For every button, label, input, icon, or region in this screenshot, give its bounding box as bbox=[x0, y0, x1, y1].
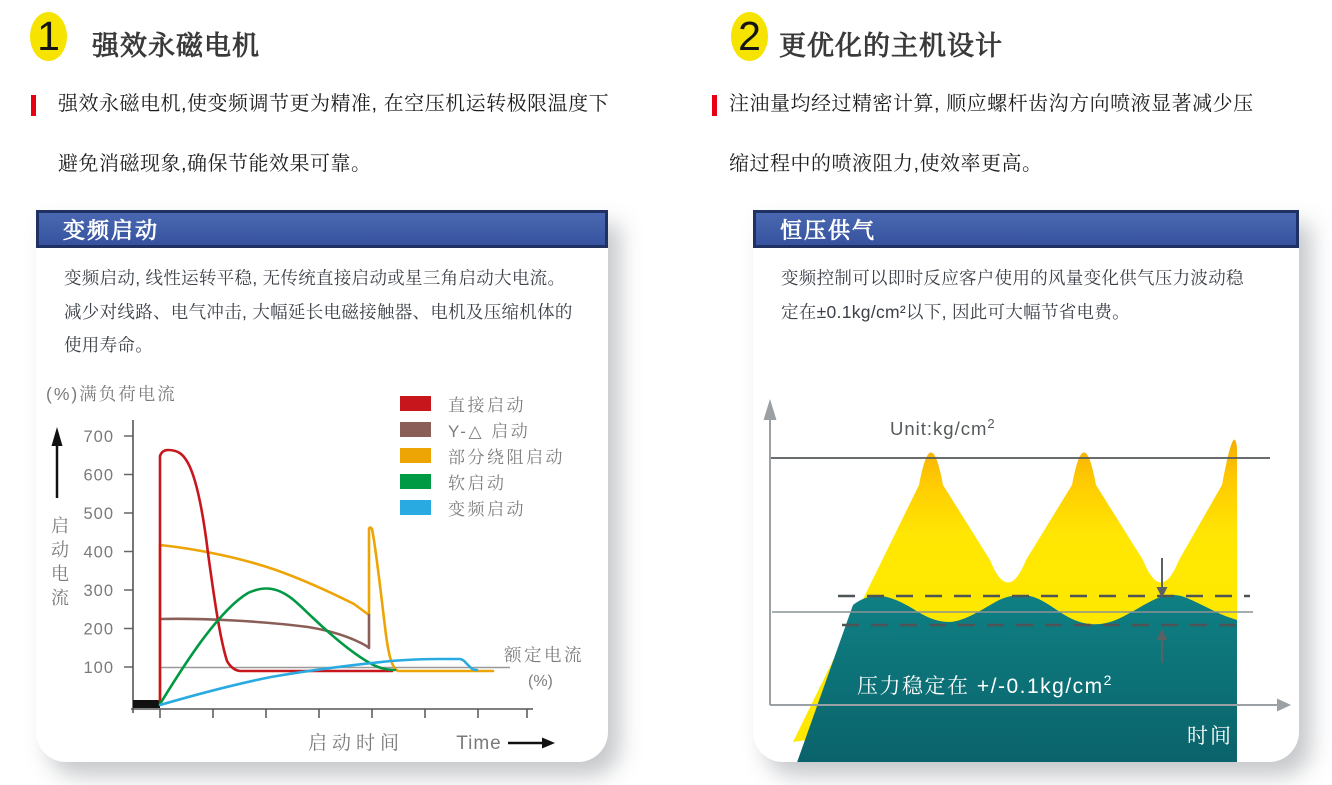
section-2-paragraph bbox=[729, 74, 1329, 194]
section-2-number-badge bbox=[731, 12, 768, 61]
stability-annotation: 压力稳定在 $+/-0.1kg/cm^2$ bbox=[857, 672, 1113, 698]
legend-row bbox=[400, 448, 565, 468]
y-axis-side-label: 启动电流 bbox=[49, 516, 69, 612]
svg-text:600: 600 bbox=[83, 466, 114, 485]
x-axis-tick-marks bbox=[160, 709, 527, 718]
y-axis bbox=[764, 399, 777, 705]
legend-swatch-star-delta bbox=[400, 422, 431, 437]
section-2-title: 更优化的主机设计 bbox=[779, 31, 1003, 61]
card-1-header-bar bbox=[36, 210, 608, 248]
curve-soft-start bbox=[160, 589, 395, 705]
legend-label: 软启动 bbox=[448, 474, 507, 494]
y-axis-tick-labels bbox=[83, 428, 114, 677]
section-1-paragraph bbox=[58, 74, 678, 194]
x-axis-title: 启动时间 bbox=[307, 733, 405, 754]
rated-current-unit: (%) bbox=[528, 673, 553, 690]
card-2-header-title: 恒压供气 bbox=[780, 217, 877, 243]
svg-text:200: 200 bbox=[83, 620, 114, 639]
svg-text:700: 700 bbox=[83, 428, 114, 446]
card-constant-pressure-supply bbox=[753, 210, 1299, 762]
section-2-paragraph-tick bbox=[712, 95, 717, 116]
paragraph-line: 缩过程中的喷液阻力,使效率更高。 bbox=[729, 153, 1043, 175]
card-1-body-line: 使用寿命。 bbox=[64, 335, 153, 355]
legend-label: 直接启动 bbox=[448, 396, 526, 416]
legend-row bbox=[400, 474, 565, 494]
legend-row bbox=[400, 500, 565, 520]
card-variable-frequency-start bbox=[36, 210, 608, 762]
legend-label: Y-△ 启动 bbox=[448, 422, 531, 442]
section-1-number-badge bbox=[30, 12, 67, 61]
paragraph-line: 避免消磁现象,确保节能效果可靠。 bbox=[58, 153, 372, 175]
x-axis-title-en: Time bbox=[456, 733, 502, 754]
origin-start-bar bbox=[133, 700, 160, 708]
legend-swatch-vfd bbox=[400, 500, 431, 515]
up-arrow-icon bbox=[52, 427, 63, 498]
legend-swatch-partial-winding bbox=[400, 448, 431, 463]
section-1-title: 强效永磁电机 bbox=[92, 31, 260, 61]
svg-text:500: 500 bbox=[83, 505, 114, 523]
svg-text:400: 400 bbox=[83, 543, 114, 562]
x-axis-arrow-icon bbox=[1277, 699, 1291, 712]
chart-legend bbox=[400, 396, 565, 520]
section-1-paragraph-tick bbox=[31, 95, 36, 116]
rated-current-label: 额定电流 bbox=[504, 645, 584, 665]
card-1-body-text bbox=[64, 262, 576, 363]
legend-row bbox=[400, 396, 565, 416]
svg-text:300: 300 bbox=[83, 582, 114, 600]
legend-row bbox=[400, 422, 565, 442]
y-axis-arrow-icon bbox=[764, 399, 777, 420]
card-2-body-line: 定在±0.1kg/cm²以下, 因此可大幅节省电费。 bbox=[781, 301, 1130, 322]
card-2-body-text bbox=[781, 262, 1293, 329]
card-1-body-line: 变频启动, 线性运转平稳, 无传统直接启动或星三角启动大电流。 bbox=[64, 268, 566, 288]
legend-swatch-soft bbox=[400, 474, 431, 489]
card-2-header-bar bbox=[753, 210, 1299, 248]
paragraph-line: 强效永磁电机,使变频调节更为精准, 在空压机运转极限温度下 bbox=[58, 93, 610, 115]
y-axis-tick-marks bbox=[124, 436, 133, 667]
paragraph-line: 注油量均经过精密计算, 顺应螺杆齿沟方向喷液显著减少压 bbox=[729, 93, 1254, 115]
y-axis-title: (%)满负荷电流 bbox=[46, 384, 177, 404]
pressure-stability-chart bbox=[753, 390, 1299, 762]
legend-swatch-direct bbox=[400, 396, 431, 411]
section-2-number: 2 bbox=[738, 13, 761, 59]
section-1-number: 1 bbox=[37, 13, 60, 59]
time-arrow-icon bbox=[508, 738, 555, 749]
curve-vfd-start bbox=[160, 659, 477, 705]
curve-partial-winding-start bbox=[160, 528, 493, 702]
card-2-body-line: 变频控制可以即时反应客户使用的风量变化供气压力波动稳 bbox=[781, 268, 1244, 288]
card-1-header-title: 变频启动 bbox=[63, 217, 160, 243]
svg-text:100: 100 bbox=[83, 659, 114, 677]
legend-label: 变频启动 bbox=[448, 500, 526, 520]
unit-label: $Unit:kg/cm^2$ bbox=[890, 416, 996, 439]
curve-star-delta-start bbox=[160, 615, 369, 648]
card-1-body-line: 减少对线路、电气冲击, 大幅延长电磁接触器、电机及压缩机体的 bbox=[64, 301, 573, 322]
x-axis-title: 时间 bbox=[1187, 725, 1233, 748]
legend-label: 部分绕阻启动 bbox=[448, 448, 565, 468]
